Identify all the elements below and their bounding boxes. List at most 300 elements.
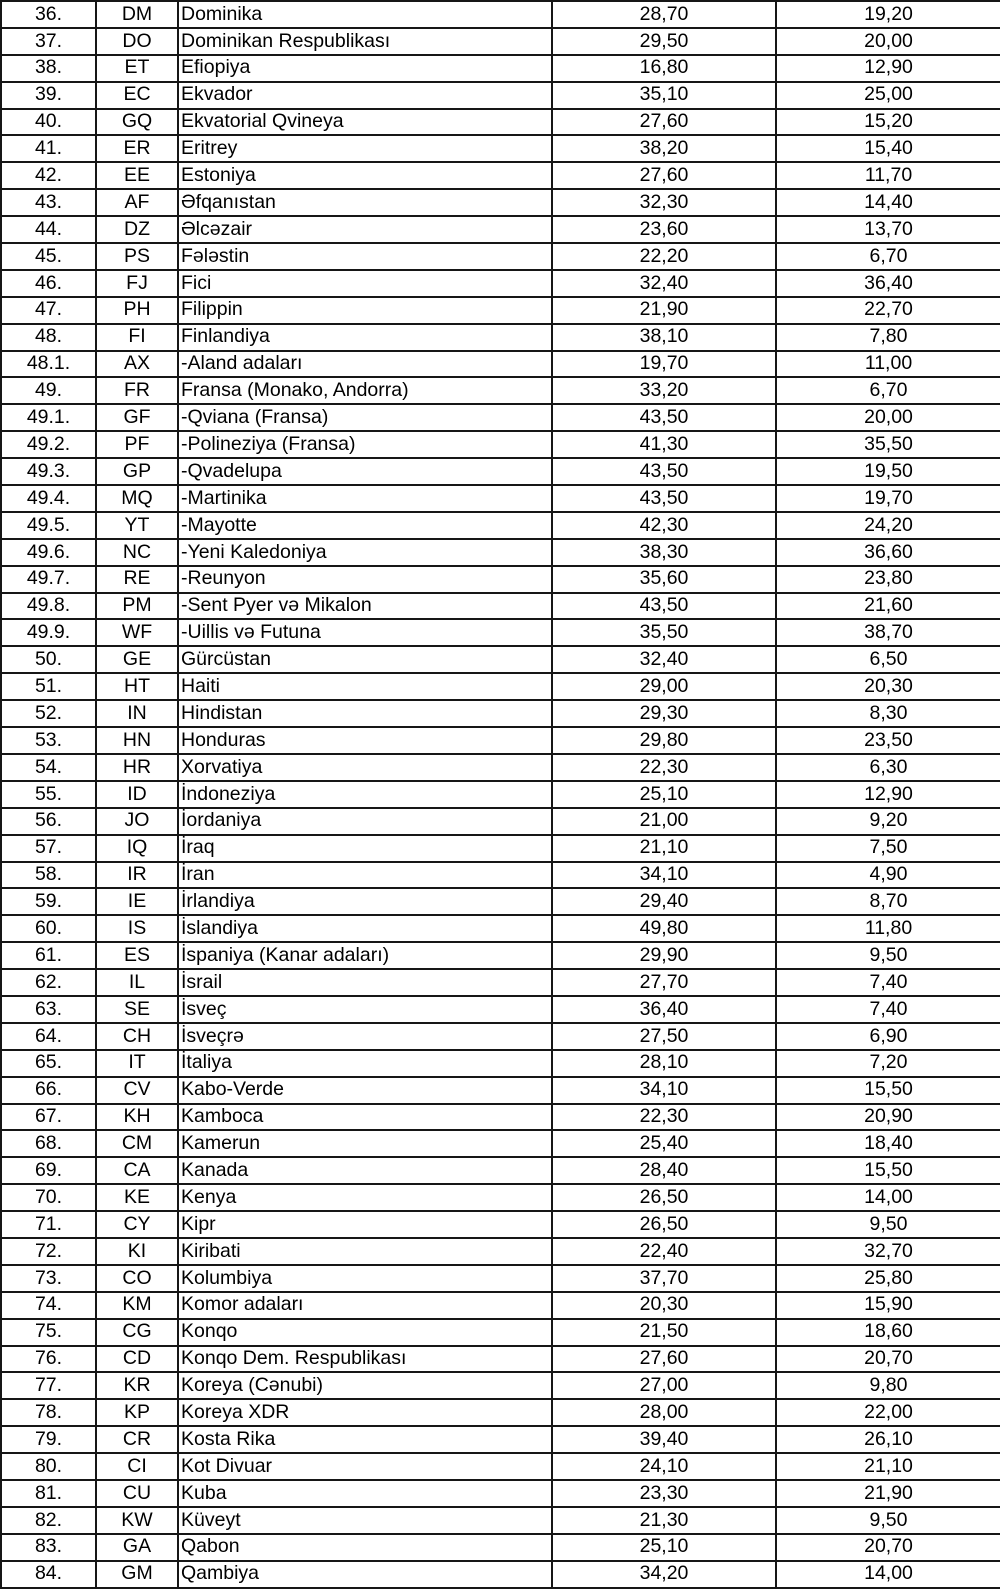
country-code-cell: KE [96,1184,178,1211]
country-name-cell: -Polineziya (Fransa) [178,431,552,458]
country-name-cell: Kot Divuar [178,1453,552,1480]
table-row [1,324,1000,351]
country-name-cell: Komor adaları [178,1292,552,1319]
value2-cell: 7,50 [776,835,1000,862]
value2-cell: 23,80 [776,566,1000,593]
country-code-cell: NC [96,539,178,566]
row-number-cell: 48. [1,324,96,351]
value2-cell: 9,50 [776,1507,1000,1534]
value2-cell: 14,00 [776,1561,1000,1588]
value1-cell: 20,30 [552,1292,776,1319]
row-number-cell: 77. [1,1372,96,1399]
country-name-cell: İrlandiya [178,888,552,915]
row-number-cell: 70. [1,1184,96,1211]
value2-cell: 21,90 [776,1480,1000,1507]
country-code-cell: PH [96,297,178,324]
country-code-cell: GQ [96,109,178,136]
country-code-cell: EC [96,82,178,109]
country-name-cell: Əlcəzair [178,216,552,243]
country-code-cell: IS [96,915,178,942]
value2-cell: 15,20 [776,109,1000,136]
row-number-cell: 74. [1,1292,96,1319]
table-row [1,673,1000,700]
value2-cell: 36,40 [776,270,1000,297]
table-row [1,727,1000,754]
row-number-cell: 64. [1,1023,96,1050]
value2-cell: 21,60 [776,593,1000,620]
country-code-cell: ES [96,942,178,969]
value1-cell: 21,90 [552,297,776,324]
value2-cell: 25,80 [776,1265,1000,1292]
table-row [1,835,1000,862]
row-number-cell: 49.3. [1,458,96,485]
row-number-cell: 48.1. [1,351,96,378]
row-number-cell: 58. [1,862,96,889]
table-row [1,270,1000,297]
table-row [1,1211,1000,1238]
country-code-cell: ID [96,781,178,808]
value1-cell: 27,00 [552,1372,776,1399]
table-row [1,888,1000,915]
value2-cell: 20,90 [776,1104,1000,1131]
row-number-cell: 46. [1,270,96,297]
table-row [1,485,1000,512]
country-name-cell: Kamboca [178,1104,552,1131]
value1-cell: 22,40 [552,1238,776,1265]
table-row [1,1077,1000,1104]
row-number-cell: 67. [1,1104,96,1131]
row-number-cell: 49.4. [1,485,96,512]
row-number-cell: 79. [1,1426,96,1453]
value2-cell: 6,90 [776,1023,1000,1050]
value2-cell: 20,00 [776,404,1000,431]
country-code-cell: ER [96,135,178,162]
country-name-cell: Konqo Dem. Respublikası [178,1346,552,1373]
value1-cell: 28,00 [552,1399,776,1426]
value1-cell: 16,80 [552,55,776,82]
country-name-cell: Koreya (Cənubi) [178,1372,552,1399]
country-code-cell: PS [96,243,178,270]
value1-cell: 22,30 [552,1104,776,1131]
table-row [1,28,1000,55]
table-row [1,82,1000,109]
country-code-cell: HR [96,754,178,781]
row-number-cell: 44. [1,216,96,243]
row-number-cell: 84. [1,1561,96,1588]
country-name-cell: Kiribati [178,1238,552,1265]
value1-cell: 29,30 [552,700,776,727]
country-code-cell: IR [96,862,178,889]
value2-cell: 9,50 [776,1211,1000,1238]
country-code-cell: HT [96,673,178,700]
country-name-cell: -Reunyon [178,566,552,593]
value2-cell: 19,50 [776,458,1000,485]
value1-cell: 38,20 [552,135,776,162]
table-row [1,297,1000,324]
country-code-cell: FI [96,324,178,351]
row-number-cell: 72. [1,1238,96,1265]
value1-cell: 22,20 [552,243,776,270]
row-number-cell: 66. [1,1077,96,1104]
row-number-cell: 59. [1,888,96,915]
row-number-cell: 56. [1,808,96,835]
row-number-cell: 81. [1,1480,96,1507]
country-code-cell: CH [96,1023,178,1050]
country-code-cell: CV [96,1077,178,1104]
value2-cell: 22,70 [776,297,1000,324]
country-name-cell: Kipr [178,1211,552,1238]
value1-cell: 29,40 [552,888,776,915]
country-code-cell: CA [96,1157,178,1184]
row-number-cell: 49. [1,377,96,404]
table-row [1,1372,1000,1399]
country-name-cell: Honduras [178,727,552,754]
country-code-cell: GF [96,404,178,431]
value2-cell: 20,70 [776,1534,1000,1561]
row-number-cell: 80. [1,1453,96,1480]
row-number-cell: 49.9. [1,619,96,646]
country-name-cell: Fələstin [178,243,552,270]
country-name-cell: -Sent Pyer və Mikalon [178,593,552,620]
value1-cell: 26,50 [552,1211,776,1238]
value2-cell: 12,90 [776,55,1000,82]
country-name-cell: Əfqanıstan [178,189,552,216]
country-name-cell: İspaniya (Kanar adaları) [178,942,552,969]
country-name-cell: İndoneziya [178,781,552,808]
country-name-cell: Filippin [178,297,552,324]
table-row [1,1238,1000,1265]
table-row [1,646,1000,673]
row-number-cell: 76. [1,1346,96,1373]
table-row [1,55,1000,82]
value1-cell: 43,50 [552,404,776,431]
row-number-cell: 52. [1,700,96,727]
country-code-cell: IQ [96,835,178,862]
country-name-cell: İran [178,862,552,889]
table-row [1,512,1000,539]
row-number-cell: 57. [1,835,96,862]
row-number-cell: 71. [1,1211,96,1238]
table-row [1,781,1000,808]
country-code-cell: IN [96,700,178,727]
country-code-cell: DM [96,1,178,28]
row-number-cell: 45. [1,243,96,270]
table-row [1,1453,1000,1480]
row-number-cell: 51. [1,673,96,700]
value1-cell: 49,80 [552,915,776,942]
country-code-cell: IT [96,1050,178,1077]
value2-cell: 15,90 [776,1292,1000,1319]
row-number-cell: 40. [1,109,96,136]
value2-cell: 11,70 [776,162,1000,189]
table-row [1,566,1000,593]
value2-cell: 15,50 [776,1157,1000,1184]
table-row [1,216,1000,243]
country-code-cell: MQ [96,485,178,512]
row-number-cell: 65. [1,1050,96,1077]
country-code-cell: EE [96,162,178,189]
country-name-cell: Kolumbiya [178,1265,552,1292]
row-number-cell: 49.8. [1,593,96,620]
country-name-cell: -Aland adaları [178,351,552,378]
country-code-cell: AF [96,189,178,216]
table-row [1,1050,1000,1077]
value1-cell: 33,20 [552,377,776,404]
table-row [1,1346,1000,1373]
value1-cell: 29,50 [552,28,776,55]
country-code-cell: RE [96,566,178,593]
table-row [1,1184,1000,1211]
value2-cell: 32,70 [776,1238,1000,1265]
value1-cell: 22,30 [552,754,776,781]
row-number-cell: 78. [1,1399,96,1426]
country-name-cell: Koreya XDR [178,1399,552,1426]
value1-cell: 23,30 [552,1480,776,1507]
country-name-cell: İsrail [178,969,552,996]
table-row [1,1265,1000,1292]
value1-cell: 34,10 [552,862,776,889]
country-code-cell: ET [96,55,178,82]
value1-cell: 28,40 [552,1157,776,1184]
value2-cell: 6,70 [776,243,1000,270]
value2-cell: 26,10 [776,1426,1000,1453]
table-row [1,700,1000,727]
table-row [1,1480,1000,1507]
table-row [1,135,1000,162]
row-number-cell: 49.2. [1,431,96,458]
value1-cell: 35,10 [552,82,776,109]
country-name-cell: İtaliya [178,1050,552,1077]
country-code-cell: GA [96,1534,178,1561]
country-code-cell: SE [96,996,178,1023]
table-row [1,351,1000,378]
row-number-cell: 75. [1,1319,96,1346]
country-name-cell: -Mayotte [178,512,552,539]
value1-cell: 27,70 [552,969,776,996]
value2-cell: 20,00 [776,28,1000,55]
value2-cell: 23,50 [776,727,1000,754]
value2-cell: 7,80 [776,324,1000,351]
table-row [1,1426,1000,1453]
value2-cell: 7,20 [776,1050,1000,1077]
country-code-cell: KW [96,1507,178,1534]
table-row [1,754,1000,781]
value1-cell: 27,60 [552,109,776,136]
row-number-cell: 43. [1,189,96,216]
value1-cell: 39,40 [552,1426,776,1453]
country-code-cell: DO [96,28,178,55]
value2-cell: 14,40 [776,189,1000,216]
country-name-cell: Dominikan Respublikası [178,28,552,55]
table-row [1,942,1000,969]
table-row [1,619,1000,646]
country-name-cell: Küveyt [178,1507,552,1534]
country-name-cell: Dominika [178,1,552,28]
row-number-cell: 41. [1,135,96,162]
country-code-cell: CY [96,1211,178,1238]
country-code-cell: FJ [96,270,178,297]
country-name-cell: Kuba [178,1480,552,1507]
country-code-cell: GP [96,458,178,485]
value1-cell: 25,10 [552,1534,776,1561]
table-row [1,109,1000,136]
table-row [1,1023,1000,1050]
row-number-cell: 38. [1,55,96,82]
country-name-cell: Eritrey [178,135,552,162]
value1-cell: 29,80 [552,727,776,754]
row-number-cell: 36. [1,1,96,28]
row-number-cell: 55. [1,781,96,808]
value1-cell: 35,60 [552,566,776,593]
table-row [1,1,1000,28]
country-name-cell: İsveç [178,996,552,1023]
value2-cell: 14,00 [776,1184,1000,1211]
country-code-cell: HN [96,727,178,754]
value2-cell: 36,60 [776,539,1000,566]
row-number-cell: 73. [1,1265,96,1292]
row-number-cell: 39. [1,82,96,109]
value2-cell: 9,80 [776,1372,1000,1399]
value2-cell: 20,30 [776,673,1000,700]
table-row [1,1399,1000,1426]
row-number-cell: 82. [1,1507,96,1534]
country-name-cell: Gürcüstan [178,646,552,673]
value2-cell: 6,70 [776,377,1000,404]
table-row [1,862,1000,889]
value2-cell: 7,40 [776,996,1000,1023]
value1-cell: 28,70 [552,1,776,28]
value2-cell: 6,50 [776,646,1000,673]
table-row [1,162,1000,189]
value1-cell: 34,10 [552,1077,776,1104]
table-row [1,969,1000,996]
table-row [1,1319,1000,1346]
country-code-cell: FR [96,377,178,404]
country-name-cell: Kamerun [178,1130,552,1157]
country-code-cell: PF [96,431,178,458]
country-name-cell: Kenya [178,1184,552,1211]
value1-cell: 32,30 [552,189,776,216]
value1-cell: 38,30 [552,539,776,566]
row-number-cell: 54. [1,754,96,781]
country-code-cell: KI [96,1238,178,1265]
country-code-cell: KM [96,1292,178,1319]
table-row [1,1507,1000,1534]
table-row [1,539,1000,566]
value1-cell: 42,30 [552,512,776,539]
row-number-cell: 49.1. [1,404,96,431]
value1-cell: 36,40 [552,996,776,1023]
country-name-cell: Fici [178,270,552,297]
table-row [1,458,1000,485]
country-name-cell: -Qvadelupa [178,458,552,485]
value2-cell: 12,90 [776,781,1000,808]
table-row [1,1292,1000,1319]
country-code-cell: CU [96,1480,178,1507]
value1-cell: 43,50 [552,485,776,512]
country-code-cell: IE [96,888,178,915]
row-number-cell: 49.6. [1,539,96,566]
row-number-cell: 69. [1,1157,96,1184]
row-number-cell: 61. [1,942,96,969]
row-number-cell: 53. [1,727,96,754]
country-code-cell: CD [96,1346,178,1373]
value1-cell: 35,50 [552,619,776,646]
table-row [1,1561,1000,1588]
value1-cell: 29,90 [552,942,776,969]
value1-cell: 34,20 [552,1561,776,1588]
value2-cell: 35,50 [776,431,1000,458]
row-number-cell: 49.7. [1,566,96,593]
table-row [1,1534,1000,1561]
value1-cell: 19,70 [552,351,776,378]
country-code-cell: CR [96,1426,178,1453]
value1-cell: 29,00 [552,673,776,700]
country-name-cell: -Uillis və Futuna [178,619,552,646]
country-code-cell: GM [96,1561,178,1588]
row-number-cell: 50. [1,646,96,673]
table-row [1,1157,1000,1184]
value2-cell: 21,10 [776,1453,1000,1480]
value1-cell: 32,40 [552,646,776,673]
country-code-cell: PM [96,593,178,620]
value1-cell: 27,50 [552,1023,776,1050]
table-row [1,189,1000,216]
value1-cell: 24,10 [552,1453,776,1480]
country-code-cell: DZ [96,216,178,243]
value2-cell: 11,80 [776,915,1000,942]
country-name-cell: Efiopiya [178,55,552,82]
country-code-cell: KH [96,1104,178,1131]
value2-cell: 13,70 [776,216,1000,243]
table-row [1,377,1000,404]
country-name-cell: Kosta Rika [178,1426,552,1453]
value1-cell: 37,70 [552,1265,776,1292]
value1-cell: 43,50 [552,593,776,620]
value2-cell: 38,70 [776,619,1000,646]
country-code-cell: AX [96,351,178,378]
country-name-cell: -Qviana (Fransa) [178,404,552,431]
country-code-cell: YT [96,512,178,539]
table-row [1,996,1000,1023]
value2-cell: 7,40 [776,969,1000,996]
country-name-cell: -Martinika [178,485,552,512]
country-name-cell: Kanada [178,1157,552,1184]
table-row [1,593,1000,620]
value1-cell: 26,50 [552,1184,776,1211]
value2-cell: 15,40 [776,135,1000,162]
table-body [1,1,1000,1588]
row-number-cell: 83. [1,1534,96,1561]
table-row [1,1130,1000,1157]
value1-cell: 28,10 [552,1050,776,1077]
value1-cell: 41,30 [552,431,776,458]
value1-cell: 21,00 [552,808,776,835]
value2-cell: 25,00 [776,82,1000,109]
value2-cell: 11,00 [776,351,1000,378]
country-name-cell: -Yeni Kaledoniya [178,539,552,566]
table-row [1,404,1000,431]
country-name-cell: Ekvador [178,82,552,109]
country-code-cell: CG [96,1319,178,1346]
row-number-cell: 60. [1,915,96,942]
country-code-cell: KR [96,1372,178,1399]
value2-cell: 18,60 [776,1319,1000,1346]
row-number-cell: 62. [1,969,96,996]
value1-cell: 21,30 [552,1507,776,1534]
country-code-cell: JO [96,808,178,835]
table-row [1,431,1000,458]
